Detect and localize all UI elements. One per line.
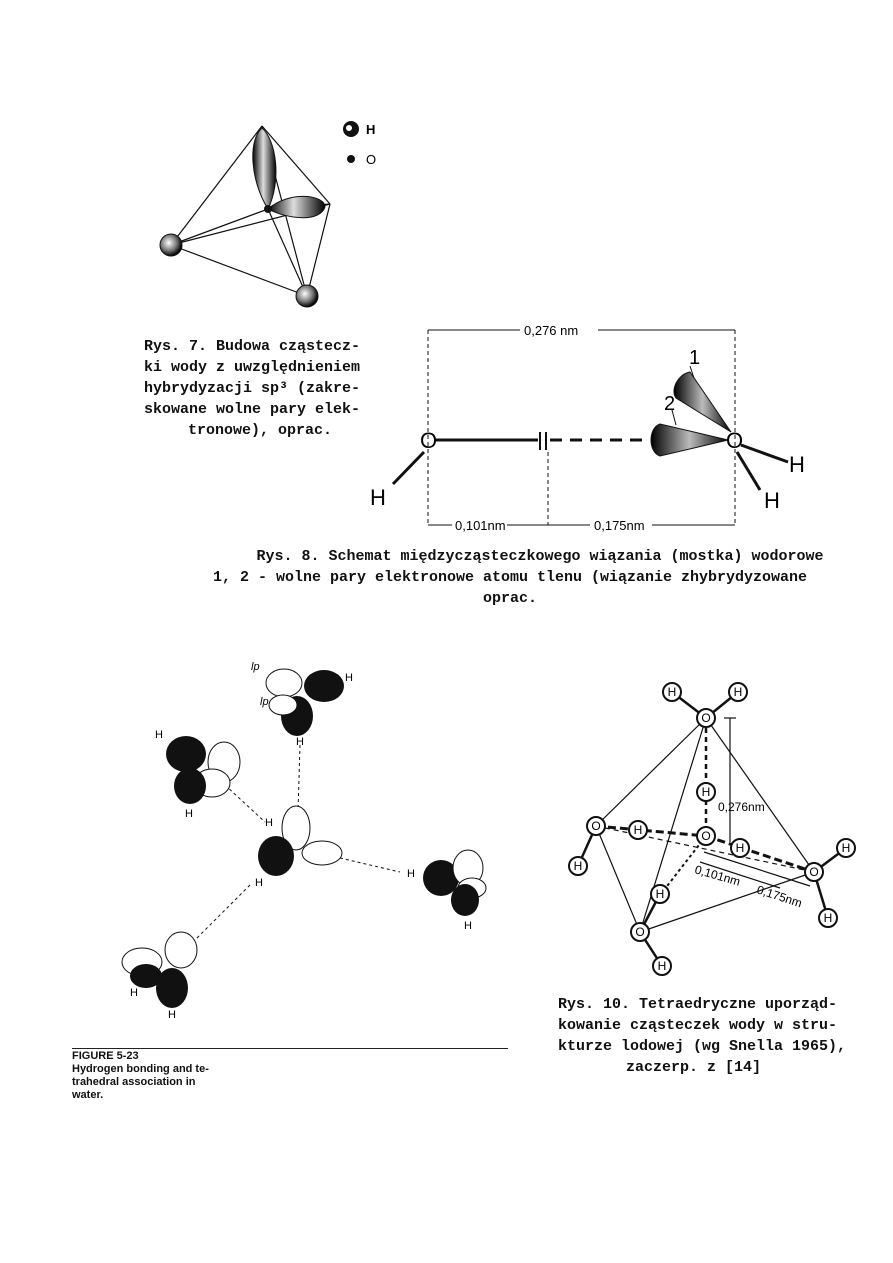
fig8-hydrogen-right-lower: H — [764, 488, 780, 513]
fig8-dist-top: 0,276 nm — [524, 323, 579, 338]
fig523-lp-label: lp — [260, 696, 269, 708]
fig10-diagram — [555, 672, 875, 984]
fig8-label-2: 2 — [664, 393, 676, 415]
fig8-lone-pair-2 — [651, 424, 728, 456]
fig10-dist-3: 0,175nm — [755, 882, 804, 911]
legend-o-label: O — [366, 152, 377, 167]
fig8-lone-pair-1 — [674, 372, 731, 432]
fig7-hydrogen-atom — [296, 285, 318, 307]
fig523-h-label: H — [185, 808, 193, 820]
fig10-hydrogen-atom: H — [573, 859, 583, 873]
fig10-hydrogen-atom: H — [733, 685, 743, 699]
fig8-diagram — [360, 320, 820, 540]
fig523-left-molecule — [166, 736, 240, 804]
fig523-h-label: H — [168, 1009, 176, 1021]
fig10-oxygen-atom: O — [591, 819, 601, 833]
fig523-h-label: H — [130, 987, 138, 999]
fig523-h-label: H — [296, 736, 304, 748]
fig10-caption: Rys. 10. Tetraedryczne uporząd- kowanie cząsteczek wody w stru- kturze lodowej (wg Snella 1965), zaczerp. z [14] — [558, 996, 847, 1076]
fig523-h-label: H — [345, 672, 353, 684]
fig10-oxygen-atom: O — [701, 829, 711, 843]
fig8-oxygen-left: O — [420, 428, 438, 453]
fig523-h-label: H — [464, 920, 472, 932]
fig8-hydrogen-right-upper: H — [789, 452, 805, 477]
legend-o-symbol — [347, 155, 355, 163]
fig10-hydrogen-atom: H — [701, 785, 711, 799]
fig10-hydrogen-atom: H — [841, 841, 851, 855]
fig523-h-label: H — [407, 868, 415, 880]
fig523-rule — [72, 1048, 508, 1049]
fig523-right-molecule — [423, 850, 486, 916]
fig10-oxygen-atom: O — [635, 925, 645, 939]
fig523-caption: FIGURE 5-23 Hydrogen bonding and te- trahedral association in water. — [72, 1050, 247, 1102]
fig10-hydrogen-atom: H — [655, 887, 665, 901]
fig8-oxygen-right: O — [726, 428, 744, 453]
fig10-hydrogen-atom: H — [823, 911, 833, 925]
fig8-dist-left: 0,101nm — [455, 518, 506, 533]
fig8-hydrogen-left: H — [370, 485, 386, 510]
fig523-diagram — [110, 650, 510, 1030]
fig523-lp-label: lp — [251, 661, 260, 673]
fig10-oxygen-atom: O — [809, 865, 819, 879]
fig7-caption: Rys. 7. Budowa cząstecz- ki wody z uwzględnieniem hybrydyzacji sp³ (zakre- skowane wolne pary elek- tronowe), oprac. — [144, 338, 361, 439]
legend-h-label: H — [366, 122, 376, 137]
fig523-h-label: H — [265, 817, 273, 829]
fig523-h-label: H — [155, 729, 163, 741]
fig523-title: FIGURE 5-23 — [72, 1050, 139, 1062]
fig7-diagram — [150, 110, 400, 315]
fig10-dist-1: 0,276nm — [718, 800, 765, 814]
fig10-hydrogen-atom: H — [657, 959, 667, 973]
fig7-hydrogen-atom — [160, 234, 182, 256]
fig523-top-molecule — [266, 669, 344, 736]
fig7-lone-pair-lobe — [268, 196, 325, 217]
fig8-caption: Rys. 8. Schemat międzycząsteczkowego wiązania (mostka) wodorowe 1, 2 - wolne pary elektronowe atomu tlenu (wiązanie zhybrydyzowane oprac. — [212, 548, 824, 607]
fig10-hydrogen-atom: H — [667, 685, 677, 699]
fig10-oxygen-atom: O — [701, 711, 711, 725]
fig10-hydrogen-atom: H — [735, 841, 745, 855]
fig10-hydrogen-atom: H — [633, 823, 643, 837]
fig523-h-label: H — [255, 877, 263, 889]
fig8-dist-right: 0,175nm — [594, 518, 645, 533]
fig10-dist-2: 0,101nm — [693, 862, 742, 889]
fig7-lone-pair-lobe — [253, 128, 276, 209]
fig8-label-1: 1 — [689, 347, 701, 369]
